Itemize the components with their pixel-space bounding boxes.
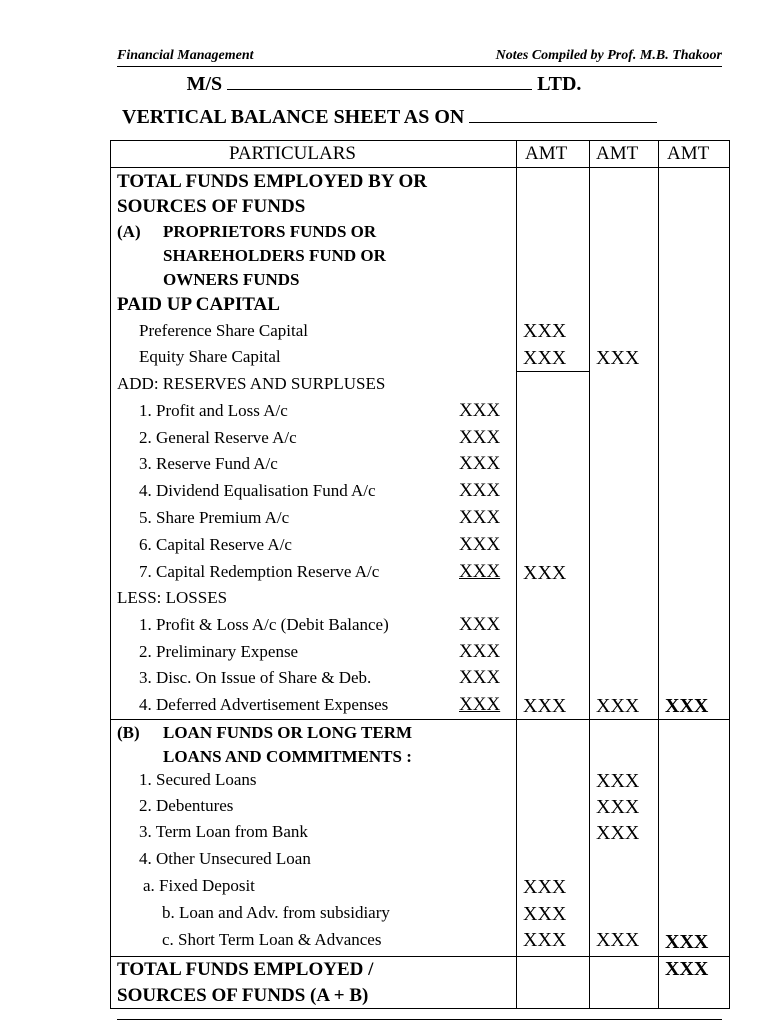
page-header: [117, 47, 722, 67]
col-amt-1: AMT: [525, 143, 568, 164]
amount-inner: XXX: [459, 453, 501, 474]
sub-rule-1: [516, 371, 589, 372]
amount-inner: XXX: [459, 400, 501, 421]
section-b-line-1: LOAN FUNDS OR LONG TERM: [163, 723, 413, 742]
amount-inner: XXX: [459, 534, 501, 555]
section-b-label: (B): [117, 723, 140, 742]
amount-col2: XXX: [596, 796, 640, 818]
company-prefix: M/S: [186, 73, 223, 95]
header-left: Financial Management: [117, 48, 254, 63]
amount-col1: XXX: [523, 876, 567, 898]
reserve-item: 4. Dividend Equalisation Fund A/c: [139, 481, 376, 500]
amount-col1: XXX: [523, 320, 567, 342]
reserve-item: 2. General Reserve A/c: [139, 428, 297, 447]
sheet-title-line: [122, 106, 657, 129]
total-funds-heading-2: SOURCES OF FUNDS: [117, 196, 306, 217]
paid-up-capital-heading: PAID UP CAPITAL: [117, 294, 280, 315]
section-b-divider: [110, 719, 730, 720]
amount-inner: XXX: [459, 480, 501, 501]
reserve-item: 6. Capital Reserve A/c: [139, 535, 292, 554]
company-name-blank: [227, 87, 532, 90]
less-losses-heading: LESS: LOSSES: [117, 588, 228, 607]
loan-item: 3. Term Loan from Bank: [139, 822, 308, 841]
total-row-line-2: SOURCES OF FUNDS (A + B): [117, 985, 369, 1006]
reserve-item: 7. Capital Redemption Reserve A/c: [139, 562, 380, 581]
total-row-line-1: TOTAL FUNDS EMPLOYED /: [117, 959, 374, 980]
reserve-item: 5. Share Premium A/c: [139, 508, 290, 527]
amount-col2: XXX: [596, 822, 640, 844]
section-a-line-2: SHAREHOLDERS FUND OR: [163, 246, 386, 265]
col-divider-2: [589, 140, 590, 1009]
unsecured-item: b. Loan and Adv. from subsidiary: [162, 903, 390, 922]
preference-share-capital: Preference Share Capital: [139, 321, 308, 340]
amount-inner: XXX: [459, 641, 501, 662]
loss-item: 2. Preliminary Expense: [139, 642, 299, 661]
amount-inner-subtotal: XXX: [459, 561, 501, 582]
header-right: Notes Compiled by Prof. M.B. Thakoor: [495, 48, 722, 63]
header-row-divider: [110, 167, 730, 168]
reserve-item: 3. Reserve Fund A/c: [139, 454, 278, 473]
footer-rule: [117, 1019, 722, 1020]
total-funds-heading-1: TOTAL FUNDS EMPLOYED BY OR: [117, 171, 428, 192]
amount-inner-subtotal: XXX: [459, 694, 501, 715]
col-amt-3: AMT: [667, 143, 710, 164]
total-row-divider: [110, 956, 730, 957]
amount-inner: XXX: [459, 667, 501, 688]
loan-item: 4. Other Unsecured Loan: [139, 849, 311, 868]
amount-col2: XXX: [596, 695, 640, 717]
amount-col3: XXX: [665, 695, 709, 717]
col-particulars: PARTICULARS: [229, 143, 356, 164]
add-reserves-heading: ADD: RESERVES AND SURPLUSES: [117, 374, 386, 393]
col-amt-2: AMT: [596, 143, 639, 164]
amount-inner: XXX: [459, 427, 501, 448]
loss-item: 1. Profit & Loss A/c (Debit Balance): [139, 615, 389, 634]
col-divider-1: [516, 140, 517, 1009]
amount-col1: XXX: [523, 562, 567, 584]
amount-col1: XXX: [523, 929, 567, 951]
section-b-line-2: LOANS AND COMMITMENTS :: [163, 747, 412, 766]
section-a-label: (A): [117, 222, 141, 241]
sheet-title: VERTICAL BALANCE SHEET AS ON: [122, 106, 465, 128]
section-a-line-1: PROPRIETORS FUNDS OR: [163, 222, 377, 241]
amount-inner: XXX: [459, 614, 501, 635]
amount-col3-total: XXX: [665, 958, 709, 980]
amount-col3: XXX: [665, 931, 709, 953]
loan-item: 2. Debentures: [139, 796, 234, 815]
section-a-line-3: OWNERS FUNDS: [163, 270, 300, 289]
amount-col2: XXX: [596, 770, 640, 792]
loan-item: 1. Secured Loans: [139, 770, 257, 789]
col-divider-3: [658, 140, 659, 1009]
loss-item: 4. Deferred Advertisement Expenses: [139, 695, 389, 714]
company-line: [0, 73, 768, 96]
amount-col1: XXX: [523, 695, 567, 717]
company-suffix: LTD.: [537, 73, 582, 95]
unsecured-item: a. Fixed Deposit: [143, 876, 255, 895]
amount-col2: XXX: [596, 347, 640, 369]
date-blank: [469, 120, 657, 123]
loss-item: 3. Disc. On Issue of Share & Deb.: [139, 668, 372, 687]
amount-col2: XXX: [596, 929, 640, 951]
amount-col1: XXX: [523, 347, 567, 369]
unsecured-item: c. Short Term Loan & Advances: [162, 930, 382, 949]
equity-share-capital: Equity Share Capital: [139, 347, 281, 366]
reserve-item: 1. Profit and Loss A/c: [139, 401, 288, 420]
amount-col1: XXX: [523, 903, 567, 925]
amount-inner: XXX: [459, 507, 501, 528]
